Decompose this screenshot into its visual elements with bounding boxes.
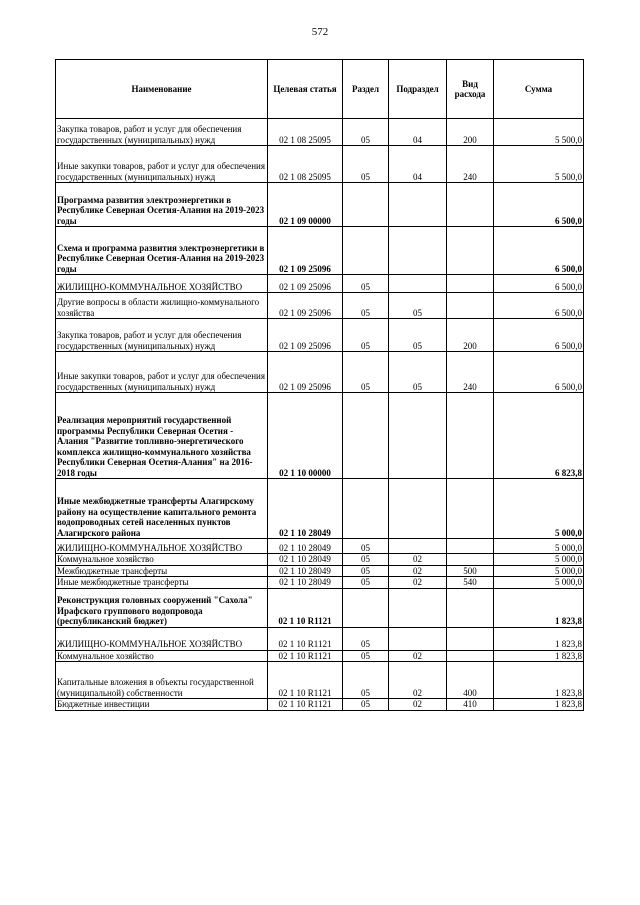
row-section: 05 [343, 293, 389, 319]
table-row [56, 319, 584, 352]
row-target-article: 02 1 08 25095 [268, 146, 343, 183]
row-name: Схема и программа развития электроэнергетики в Республике Северная Осетия-Алания на 2019-2023 годы [56, 227, 268, 275]
row-name: Иные межбюджетные трансферты Алагирскому району на осуществление капитального ремонта водопроводных сетей населенных пунктов Алагирского района [56, 479, 268, 539]
row-subsection [389, 588, 447, 627]
budget-table [55, 59, 584, 711]
table-row [56, 554, 584, 566]
row-name: Межбюджетные трансферты [56, 565, 268, 577]
table-row [56, 565, 584, 577]
row-target-article: 02 1 10 28049 [268, 577, 343, 589]
row-subsection [389, 479, 447, 539]
row-target-article: 02 1 10 R1121 [268, 662, 343, 699]
row-section: 05 [343, 275, 389, 293]
row-sum: 5 000,0 [494, 554, 584, 566]
row-expense-type: 200 [447, 319, 494, 352]
row-expense-type: 200 [447, 119, 494, 146]
row-name: Коммунальное хозяйство [56, 650, 268, 662]
row-section: 05 [343, 627, 389, 650]
row-sum: 6 500,0 [494, 352, 584, 393]
row-section: 05 [343, 119, 389, 146]
header-target-article: Целевая статья [268, 60, 343, 119]
row-section: 05 [343, 577, 389, 589]
row-subsection: 04 [389, 146, 447, 183]
row-expense-type [447, 627, 494, 650]
row-name: Иные закупки товаров, работ и услуг для обеспечения государственных (муниципальных) нужд [56, 352, 268, 393]
table-row [56, 479, 584, 539]
row-name: ЖИЛИЩНО-КОММУНАЛЬНОЕ ХОЗЯЙСТВО [56, 539, 268, 554]
row-section [343, 183, 389, 227]
row-name: ЖИЛИЩНО-КОММУНАЛЬНОЕ ХОЗЯЙСТВО [56, 627, 268, 650]
row-subsection [389, 539, 447, 554]
row-expense-type: 540 [447, 577, 494, 589]
row-name: Реализация мероприятий государственной программы Республики Северная Осетия - Алания "Развитие топливно-энергетического комплекса жилищно-коммунального хозяйства Республики Северная Осетия-Алания" на 2016-2018 годы [56, 393, 268, 479]
table-body [56, 119, 584, 711]
row-expense-type: 240 [447, 146, 494, 183]
row-target-article: 02 1 09 00000 [268, 183, 343, 227]
table-row [56, 539, 584, 554]
row-sum: 1 823,8 [494, 650, 584, 662]
row-name: Реконструкция головных сооружений "Сахола" Ирафского группового водопровода (республиканский бюджет) [56, 588, 268, 627]
row-target-article: 02 1 09 25096 [268, 275, 343, 293]
row-sum: 5 000,0 [494, 577, 584, 589]
row-expense-type: 410 [447, 699, 494, 711]
row-section [343, 393, 389, 479]
header-section: Раздел [343, 60, 389, 119]
row-target-article: 02 1 09 25096 [268, 319, 343, 352]
table-row [56, 662, 584, 699]
row-section: 05 [343, 554, 389, 566]
row-expense-type [447, 650, 494, 662]
table-row [56, 352, 584, 393]
row-sum: 6 823,8 [494, 393, 584, 479]
header-sum: Сумма [494, 60, 584, 119]
row-expense-type [447, 588, 494, 627]
row-section [343, 227, 389, 275]
row-name: Закупка товаров, работ и услуг для обеспечения государственных (муниципальных) нужд [56, 119, 268, 146]
row-subsection [389, 627, 447, 650]
row-section: 05 [343, 352, 389, 393]
row-sum: 6 500,0 [494, 293, 584, 319]
row-sum: 1 823,8 [494, 588, 584, 627]
row-expense-type [447, 393, 494, 479]
row-target-article: 02 1 10 R1121 [268, 627, 343, 650]
table-row [56, 227, 584, 275]
row-target-article: 02 1 10 28049 [268, 565, 343, 577]
row-section: 05 [343, 662, 389, 699]
row-target-article: 02 1 09 25096 [268, 227, 343, 275]
row-name: Программа развития электроэнергетики в Республике Северная Осетия-Алания на 2019-2023 годы [56, 183, 268, 227]
row-sum: 1 823,8 [494, 699, 584, 711]
row-subsection [389, 275, 447, 293]
row-section: 05 [343, 146, 389, 183]
row-section: 05 [343, 319, 389, 352]
row-expense-type [447, 479, 494, 539]
row-target-article: 02 1 10 28049 [268, 539, 343, 554]
row-target-article: 02 1 10 28049 [268, 479, 343, 539]
row-section [343, 479, 389, 539]
row-sum: 5 000,0 [494, 565, 584, 577]
row-section: 05 [343, 699, 389, 711]
row-section: 05 [343, 650, 389, 662]
row-target-article: 02 1 10 00000 [268, 393, 343, 479]
row-subsection: 02 [389, 662, 447, 699]
header-name: Наименование [56, 60, 268, 119]
row-target-article: 02 1 09 25096 [268, 293, 343, 319]
table-row [56, 293, 584, 319]
row-sum: 1 823,8 [494, 627, 584, 650]
row-subsection: 02 [389, 554, 447, 566]
row-expense-type [447, 293, 494, 319]
row-sum: 5 500,0 [494, 146, 584, 183]
row-target-article: 02 1 10 R1121 [268, 588, 343, 627]
table-row [56, 393, 584, 479]
row-subsection: 02 [389, 699, 447, 711]
row-name: Иные закупки товаров, работ и услуг для обеспечения государственных (муниципальных) нужд [56, 146, 268, 183]
row-section [343, 588, 389, 627]
table-header [56, 60, 584, 119]
table-row [56, 119, 584, 146]
row-subsection: 02 [389, 577, 447, 589]
row-subsection: 05 [389, 319, 447, 352]
row-section: 05 [343, 565, 389, 577]
row-subsection [389, 393, 447, 479]
row-expense-type: 240 [447, 352, 494, 393]
row-name: ЖИЛИЩНО-КОММУНАЛЬНОЕ ХОЗЯЙСТВО [56, 275, 268, 293]
table-row [56, 275, 584, 293]
table-row [56, 146, 584, 183]
row-sum: 1 823,8 [494, 662, 584, 699]
row-target-article: 02 1 10 28049 [268, 554, 343, 566]
row-expense-type: 500 [447, 565, 494, 577]
row-name: Бюджетные инвестиции [56, 699, 268, 711]
row-subsection: 05 [389, 352, 447, 393]
row-target-article: 02 1 09 25096 [268, 352, 343, 393]
row-subsection: 02 [389, 565, 447, 577]
row-sum: 5 000,0 [494, 479, 584, 539]
row-sum: 5 500,0 [494, 119, 584, 146]
header-expense-type: Вид расхода [447, 60, 494, 119]
row-expense-type [447, 554, 494, 566]
row-name: Закупка товаров, работ и услуг для обеспечения государственных (муниципальных) нужд [56, 319, 268, 352]
row-sum: 6 500,0 [494, 319, 584, 352]
row-name: Другие вопросы в области жилищно-коммунального хозяйства [56, 293, 268, 319]
table-row [56, 627, 584, 650]
table-row [56, 699, 584, 711]
table-row [56, 577, 584, 589]
row-sum: 6 500,0 [494, 227, 584, 275]
row-name: Иные межбюджетные трансферты [56, 577, 268, 589]
row-expense-type [447, 227, 494, 275]
table-row [56, 183, 584, 227]
row-name: Коммунальное хозяйство [56, 554, 268, 566]
table-row [56, 650, 584, 662]
row-expense-type: 400 [447, 662, 494, 699]
row-sum: 6 500,0 [494, 183, 584, 227]
row-target-article: 02 1 10 R1121 [268, 699, 343, 711]
table-row [56, 588, 584, 627]
row-sum: 5 000,0 [494, 539, 584, 554]
row-expense-type [447, 539, 494, 554]
row-name: Капитальные вложения в объекты государственной (муниципальной) собственности [56, 662, 268, 699]
row-expense-type [447, 275, 494, 293]
row-subsection: 04 [389, 119, 447, 146]
row-section: 05 [343, 539, 389, 554]
row-sum: 6 500,0 [494, 275, 584, 293]
row-expense-type [447, 183, 494, 227]
row-target-article: 02 1 08 25095 [268, 119, 343, 146]
header-subsection: Подраздел [389, 60, 447, 119]
row-target-article: 02 1 10 R1121 [268, 650, 343, 662]
row-subsection: 02 [389, 650, 447, 662]
page-number: 572 [311, 26, 329, 38]
row-subsection: 05 [389, 293, 447, 319]
row-subsection [389, 227, 447, 275]
row-subsection [389, 183, 447, 227]
